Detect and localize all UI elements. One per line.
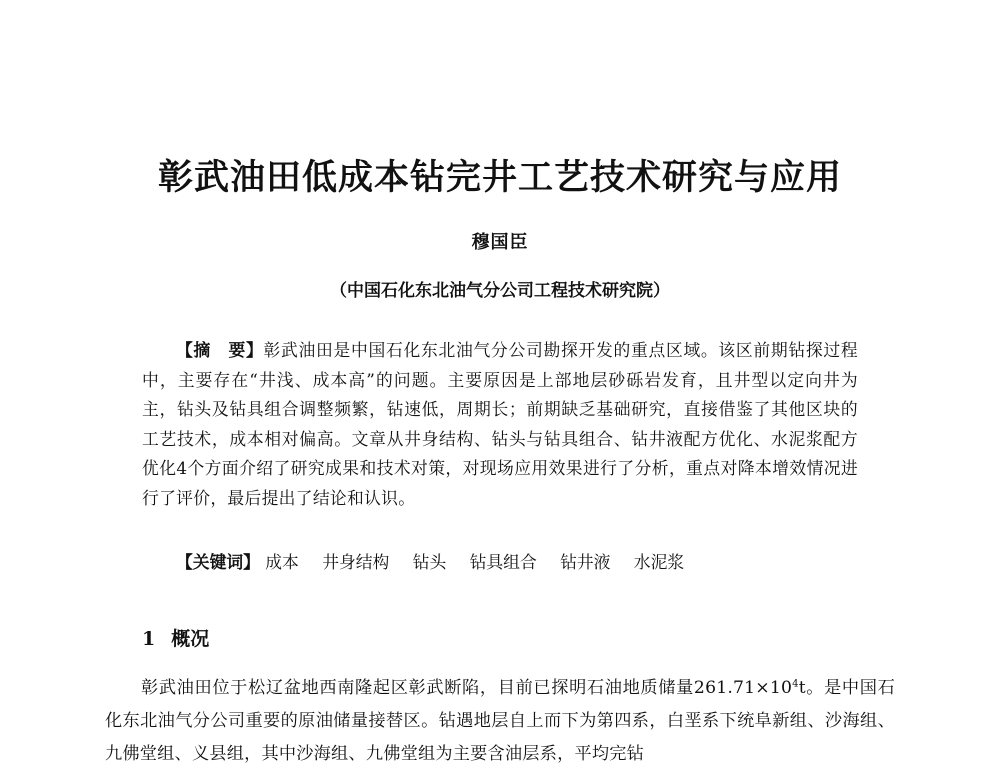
- keyword: 钻头: [412, 552, 447, 572]
- keywords-line: [176, 548, 866, 577]
- abstract-label: 【摘 要】: [176, 340, 264, 360]
- abstract-text: 彰武油田是中国石化东北油气分公司勘探开发的重点区域。该区前期钻探过程中，主要存在“井浅、成本高”的问题。主要原因是上部地层砂砾岩发育，且井型以定向井为主，钻头及钻具组合调整频繁，钻速低，周期长；前期缺乏基础研究，直接借鉴了其他区块的工艺技术，成本相对偏高。文章从井身结构、钻头与钻具组合、钻井液配方优化、水泥浆配方优化4个方面介绍了研究成果和技术对策，对现场应用效果进行了分析，重点对降本增效情况进行了评价，最后提出了结论和认识。: [142, 340, 858, 508]
- keyword: 水泥浆: [633, 552, 685, 572]
- body-exponent: 4: [792, 678, 799, 690]
- paper-title: 彰武油田低成本钻完井工艺技术研究与应用: [157, 158, 842, 198]
- keyword: 钻具组合: [469, 552, 537, 572]
- keyword: 井身结构: [322, 552, 390, 572]
- keywords-label: 【关键词】: [176, 552, 260, 572]
- body-text-after: t。是中国石化东北油气分公司重要的原油储量接替区。钻遇地层自上而下为第四系，白垩系下统阜新组、沙海组、九佛堂组、义县组，其中沙海组、九佛堂组为主要含油层系，平均完钻: [105, 678, 895, 764]
- section-number: 1: [142, 628, 156, 650]
- body-paragraph: [105, 672, 895, 771]
- keyword: 钻井液: [560, 552, 611, 572]
- section-heading: [142, 624, 209, 651]
- author-name: 穆国臣: [471, 232, 529, 253]
- keyword: 成本: [265, 552, 299, 572]
- section-title: 概况: [171, 628, 210, 650]
- abstract-paragraph: [142, 336, 858, 514]
- body-text-before: 彰武油田位于松辽盆地西南隆起区彰武断陷，目前已探明石油地质储量261.71×10: [141, 678, 793, 698]
- author-affiliation: （中国石化东北油气分公司工程技术研究院）: [330, 281, 670, 301]
